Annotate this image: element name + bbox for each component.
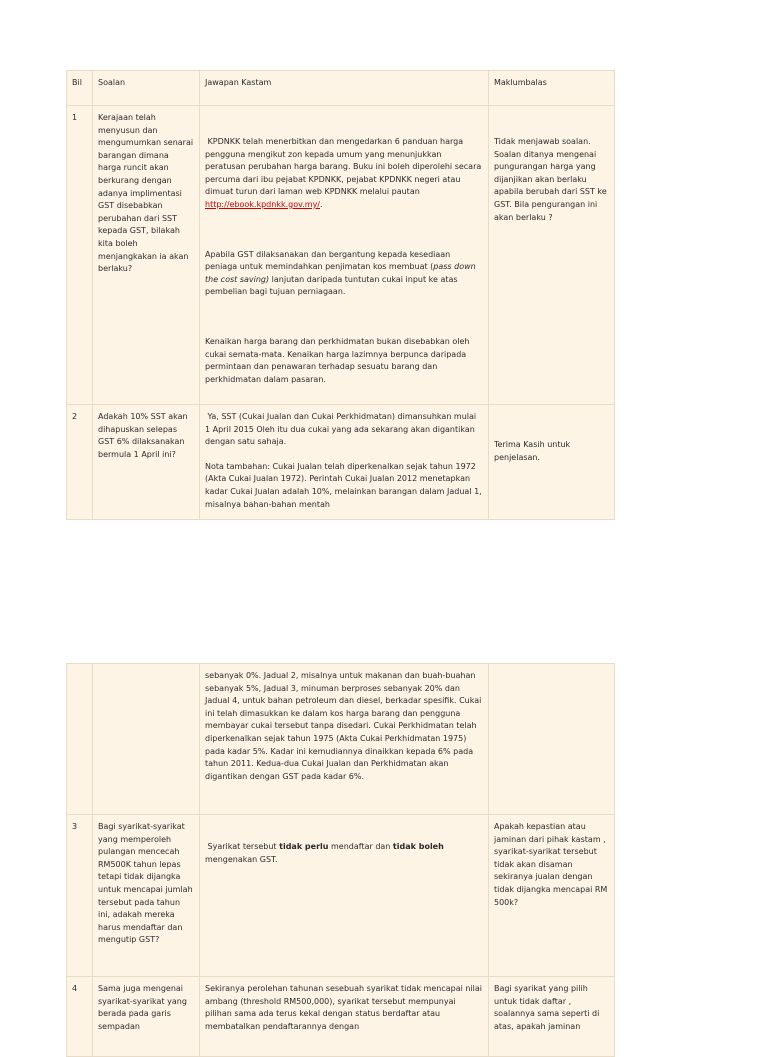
question-cell: Adakah 10% SST akan dihapuskan selepas GST 6% dilaksanakan bermula 1 April ini? — [93, 405, 200, 520]
row-number-empty — [67, 664, 93, 815]
table-row — [67, 405, 615, 520]
answer-text: KPDNKK telah menerbitkan dan mengedarkan 6 panduan harga pengguna mengikut zon kepada umum yang menunjukkan peratusan perubahan harga barang. Buku ini boleh diperolehi secara percuma dari ibu pejabat KPDNKK, pejabat KPDNKK negeri atau dimuat turun dari laman web KPDNKK melalui pautan — [205, 137, 482, 197]
paragraph-gap — [205, 449, 483, 461]
answer-paragraph — [205, 249, 483, 299]
answer-bold-text: tidak boleh — [392, 842, 444, 851]
row-number: 3 — [67, 815, 93, 977]
answer-text-end: . — [320, 199, 323, 209]
answer-text: Syarikat tersebut — [207, 842, 280, 851]
answer-bold-text: tidak perlu — [279, 842, 329, 851]
answer-text: mengenakan GST. — [205, 854, 278, 864]
answer-text: Ya, SST (Cukai Jualan dan Cukai Perkhidmatan) dimansuhkan mulai 1 April 2015 Oleh itu dua cukai yang ada sekarang akan digantikan dengan satu sahaja. — [205, 412, 477, 447]
answer-cell — [200, 815, 489, 977]
kpdnkk-ebook-link[interactable]: http://ebook.kpdnkk.gov.my/ — [205, 199, 320, 209]
feedback-cell: Apakah kepastian atau jaminan dari pihak kastam , syarikat-syarikat tersebut tidak akan disaman sekiranya jualan dengan tidak dijangka mencapai RM 500k? — [489, 815, 615, 977]
question-cell: Kerajaan telah menyusun dan mengumumkan senarai barangan dimana harga runcit akan berkurang dengan adanya implimentasi GST disebabkan perubahan dari SST kepada GST, bilakah kita boleh menjangkakan ia akan berlaku? — [93, 106, 200, 405]
answer-paragraph: Nota tambahan: Cukai Jualan telah diperkenalkan sejak tahun 1972 (Akta Cukai Jualan 1972). Perintah Cukai Jualan 2012 menetapkan kadar Cukai Jualan adalah 10%, melainkan barangan dalam Jadual 1, misalnya bahan-bahan mentah — [205, 461, 482, 509]
answer-text: Apabila GST dilaksanakan dan bergantung kepada kesediaan peniaga untuk memindahkan penjimatan kos membuat ( — [205, 249, 451, 272]
answer-paragraph — [205, 411, 483, 449]
row-number: 1 — [67, 106, 93, 405]
feedback-cell: Bagi syarikat yang pilih untuk tidak daftar , soalannya sama seperti di atas, apakah jaminan — [489, 977, 615, 1057]
table-header-row — [67, 71, 615, 106]
answer-paragraph: Kenaikan harga barang dan perkhidmatan bukan disebabkan oleh cukai semata-mata. Kenaikan harga lazimnya berpunca daripada permintaan dan penawaran terhadap sesuatu barang dan perkhidmatan dalam pasaran. — [205, 336, 470, 384]
table-row — [67, 815, 615, 977]
answer-text: mendaftar dan — [328, 842, 393, 851]
answer-cell: Sekiranya perolehan tahunan sesebuah syarikat tidak mencapai nilai ambang (threshold RM500,000), syarikat tersebut mempunyai pilihan sama ada terus kekal dengan status berdaftar atau membatalkan pendaftarannya dengan — [200, 977, 489, 1057]
gst-qa-table-page-1 — [66, 70, 615, 520]
header-maklumbalas: Maklumbalas — [489, 71, 615, 106]
table-row — [67, 106, 615, 405]
paragraph-gap — [205, 212, 483, 249]
question-cell: Bagi syarikat-syarikat yang memperoleh pulangan mencecah RM500K tahun lepas tetapi tidak dijangka untuk mencapai jumlah tersebut pada tahun ini, adakah mereka harus mendaftar dan mengutip GST? — [93, 815, 200, 977]
feedback-cell: Tidak menjawab soalan. Soalan ditanya mengenai pungurangan harga yang dijanjikan akan berlaku apabila berubah dari SST ke GST. Bila pengurangan ini akan berlaku ? — [489, 106, 615, 405]
row-number: 2 — [67, 405, 93, 520]
answer-cell — [200, 106, 489, 405]
answer-paragraph — [205, 136, 483, 212]
question-cell: Sama juga mengenai syarikat-syarikat yang berada pada garis sempadan — [93, 977, 200, 1057]
answer-cell — [200, 405, 489, 520]
feedback-cell-empty — [489, 664, 615, 815]
table-row-continuation — [67, 664, 615, 815]
gst-qa-table-page-2 — [66, 663, 615, 1057]
paragraph-gap — [205, 299, 483, 336]
row-number: 4 — [67, 977, 93, 1057]
question-cell-empty — [93, 664, 200, 815]
header-bil: Bil — [67, 71, 93, 106]
header-soalan: Soalan — [93, 71, 200, 106]
answer-text: lanjutan daripada tuntutan cukai input ke atas pembelian bagi tujuan perniagaan. — [205, 274, 458, 297]
table-row — [67, 977, 615, 1057]
header-jawapan-kastam: Jawapan Kastam — [200, 71, 489, 106]
answer-cell-continued: sebanyak 0%. Jadual 2, misalnya untuk makanan dan buah-buahan sebanyak 5%, Jadual 3, minuman berproses sebanyak 20% dan Jadual 4, untuk bahan petroleum dan diesel, berkadar spesifik. Cukai ini telah dimasukkan ke dalam kos harga barang dan pengguna membayar cukai tersebut tanpa disedari. Cukai Perkhidmatan telah diperkenalkan sejak tahun 1975 (Akta Cukai Perkhidmatan 1975) pada kadar 5%. Kadar ini kemudiannya dinaikkan kepada 6% pada tahun 2011. Kedua-dua Cukai Jualan dan Perkhidmatan akan digantikan dengan GST pada kadar 6%. — [200, 664, 489, 815]
answer-italic-text: pass down the cost saving) — [205, 262, 476, 284]
feedback-cell: Terima Kasih untuk penjelasan. — [489, 405, 615, 520]
answer-clip — [205, 411, 483, 515]
